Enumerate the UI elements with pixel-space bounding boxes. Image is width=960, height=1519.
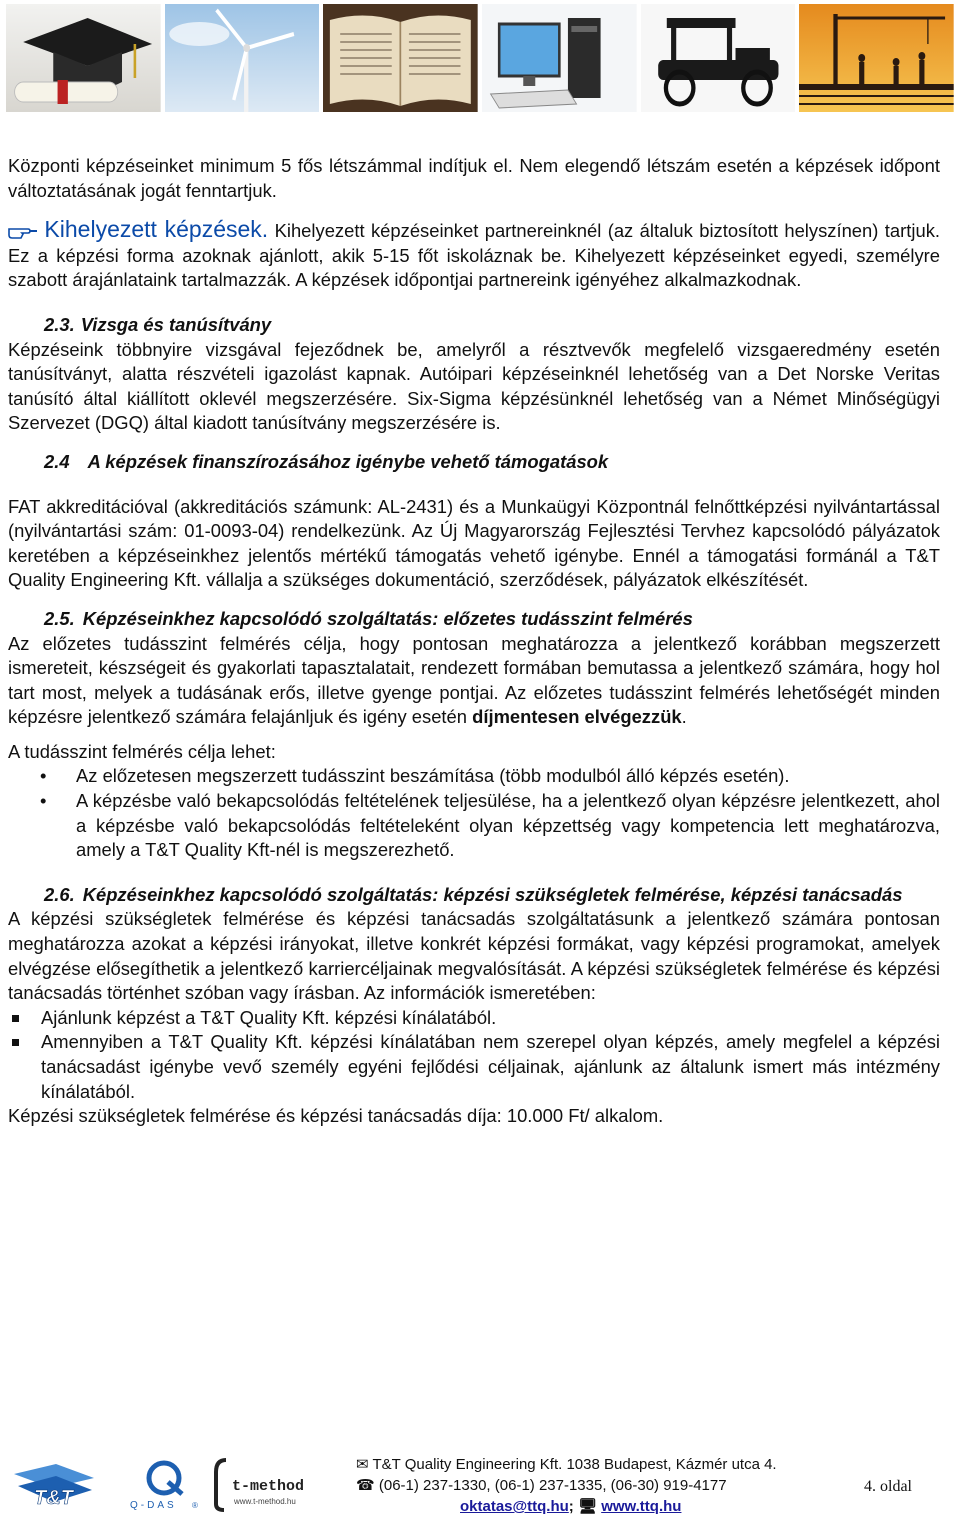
links-row bbox=[356, 1496, 777, 1517]
section-2-4-text: FAT akkreditációval (akkreditációs számunk: AL-2431) és a Munkaügyi Központnál felnőttképzési nyilvántartással (nyilvántartási szám: 01-0093-04) rendelkezünk. Az Új Magyarország Fejlesztési Tervhez kapcsolódó pályázatok keretében a képzéseinkhez jelentős mértékű támogatás vehető igénybe. Ennél a támogatási formánál a T&T Quality Engineering Kft. vállalja a szükséges dokumentáció, szerződések, pályázatok elkészítését. bbox=[8, 495, 940, 591]
tt-logo-text: T&T bbox=[34, 1487, 73, 1509]
intro-paragraph: Központi képzéseinket minimum 5 fős létszámmal indítjuk el. Nem elegendő létszám esetén a képzések időpont változtatásának jogát fenntartjuk. bbox=[8, 155, 940, 201]
old-book-photo bbox=[323, 4, 478, 112]
contact-block bbox=[356, 1454, 777, 1517]
document-body bbox=[8, 154, 940, 1129]
section-number: 2.3. bbox=[44, 313, 75, 335]
section-number: 2.5. bbox=[44, 607, 75, 629]
fee-line: Képzési szükségletek felmérése és képzési tanácsadás díja: 10.000 Ft/ alkalom. bbox=[8, 1105, 664, 1127]
tmethod-url: www.t-method.hu bbox=[234, 1497, 296, 1506]
section-2-3-text: Képzéseink többnyire vizsgával fejeződnek be, amelyről a résztvevők megfelelő vizsgaeredmény esetén tanúsítványt, alatta részvételi igazolást kapnak. Autóipari képzéseinknél lehetőség van a Det Norske Veritas tanúsító által kiállított oklevél megszerzésére. Six-Sigma képzésünknél lehetőség van a Német Minőségügyi Szervezet (DGQ) által kiadott tanúsítvány megszerzésére is. bbox=[8, 338, 940, 434]
section-title: Vizsga és tanúsítvány bbox=[80, 313, 272, 335]
phone-row bbox=[356, 1475, 777, 1496]
address-row bbox=[356, 1454, 777, 1475]
email-link[interactable]: oktatas@ttq.hu bbox=[460, 1498, 569, 1515]
tmethod-logo bbox=[212, 1454, 308, 1514]
registered-mark: ® bbox=[192, 1501, 198, 1510]
computer-icon: 🖥 bbox=[577, 1498, 598, 1515]
link-separator: ; bbox=[568, 1498, 574, 1515]
section-2-6-text: A képzési szükségletek felmérése és képzési tanácsadás szolgáltatásunk a jelentkező számára pontosan meghatározza azokat a képzési irányokat, illetve konkrét képzési formákat, vagy képzési programokat, amelyek elvégzése elősegíthetik a jelentkező karriercéljainak megvalósítását. A képzési szükségletek felmérése és képzési tanácsadás történhet szóban vagy írásban. Az információk ismeretében: bbox=[8, 908, 940, 1004]
list-item: • A képzésbe való bekapcsolódás feltételének teljesülése, ha a jelentkező olyan képzésre jelentkezett, ahol a képzésbe való bekapcsolódás feltételeként olyan képzettség vagy kompetencia lett meghatározva, amely a T&T Quality Kft-nél is megszerezhető. bbox=[8, 789, 940, 863]
section-title: Képzéseinkhez kapcsolódó szolgáltatás: képzési szükségletek felmérése, képzési tanácsadás bbox=[82, 883, 903, 905]
goal-intro: A tudásszint felmérés célja lehet: bbox=[8, 740, 276, 762]
phone-text: (06-1) 237-1330, (06-1) 237-1335, (06-30) 919-4177 bbox=[378, 1477, 727, 1494]
address-text: T&T Quality Engineering Kft. 1038 Budapest, Kázmér utca 4. bbox=[372, 1456, 777, 1473]
section-2-3-heading bbox=[8, 313, 940, 338]
section-2-5-heading bbox=[8, 607, 940, 632]
section-title: Képzéseinkhez kapcsolódó szolgáltatás: előzetes tudásszint felmérés bbox=[82, 607, 693, 629]
section-2-5-text bbox=[8, 632, 940, 730]
sentence-end: . bbox=[681, 706, 687, 728]
tt-logo bbox=[8, 1460, 100, 1512]
envelope-icon: ✉ bbox=[356, 1456, 369, 1473]
section-2-5-body: Az előzetes tudásszint felmérés célja, hogy pontosan meghatározza a jelentkező korábban megszerzett ismereteit, készségeit és gyakorlati tapasztalatait, rendezett formában bemutassa a jelentkező számára, hogy hol tart most, melyek a tudásának erős, illetve gyenge pontjai. Az előzetes tudásszint felmérés lehetőségét minden képzésre jelentkező számára felajánljuk és igény esetén bbox=[8, 632, 940, 728]
list-item: Amennyiben a T&T Quality Kft. képzési kínálatában nem szerepel olyan képzés, amely megfelel a képzési tanácsadást igénybe vevő személy egyéni fejlődési céljainak, ajánlunk az általunk ismert más intézmény kínálatából. bbox=[8, 1030, 940, 1104]
computer-photo bbox=[482, 4, 637, 112]
phone-icon: ☎ bbox=[356, 1477, 375, 1494]
free-emphasis: díjmentesen elvégezzük bbox=[472, 706, 682, 728]
recommend-list bbox=[8, 1006, 940, 1104]
list-item: Ajánlunk képzést a T&T Quality Kft. képzési kínálatából. bbox=[8, 1006, 940, 1031]
kihelyezett-paragraph bbox=[8, 217, 940, 293]
construction-photo bbox=[799, 4, 954, 112]
tmethod-logo-text: t-method bbox=[232, 1478, 305, 1495]
section-title: A képzések finanszírozásához igénybe vehető támogatások bbox=[87, 450, 609, 472]
page-footer bbox=[0, 1448, 960, 1518]
vintage-car-photo bbox=[641, 4, 796, 112]
qdas-logo bbox=[126, 1460, 204, 1512]
kihelyezett-lead: Kihelyezett képzések. bbox=[44, 216, 269, 243]
header-photo-strip bbox=[6, 4, 954, 112]
section-2-6-heading bbox=[8, 883, 940, 908]
pointing-hand-icon bbox=[8, 220, 44, 241]
qdas-logo-text: Q-DAS bbox=[130, 1500, 177, 1511]
website-link[interactable]: www.ttq.hu bbox=[601, 1498, 682, 1515]
kihelyezett-text: Kihelyezett képzéseinket partnereinknél (az általuk biztosított helyszínen) tartjuk. Ez a képzési forma azoknak ajánlott, akik 5-15 főt iskoláznak be. Kihelyezett képzéseinket egyedi, személyre szabott árajánlataink tartalmazzák. A képzések időpontjai partnereink igényéhez alkalmazkodnak. bbox=[8, 220, 940, 291]
goal-list bbox=[8, 764, 940, 862]
graduation-cap-photo bbox=[6, 4, 161, 112]
section-number: 2.6. bbox=[44, 883, 75, 905]
list-item: • Az előzetesen megszerzett tudásszint beszámítása (több modulból álló képzés esetén). bbox=[8, 764, 940, 789]
section-number: 2.4 bbox=[44, 450, 70, 472]
wind-turbine-photo bbox=[165, 4, 320, 112]
page-number: 4. oldal bbox=[864, 1478, 912, 1495]
section-2-4-heading bbox=[8, 450, 940, 475]
